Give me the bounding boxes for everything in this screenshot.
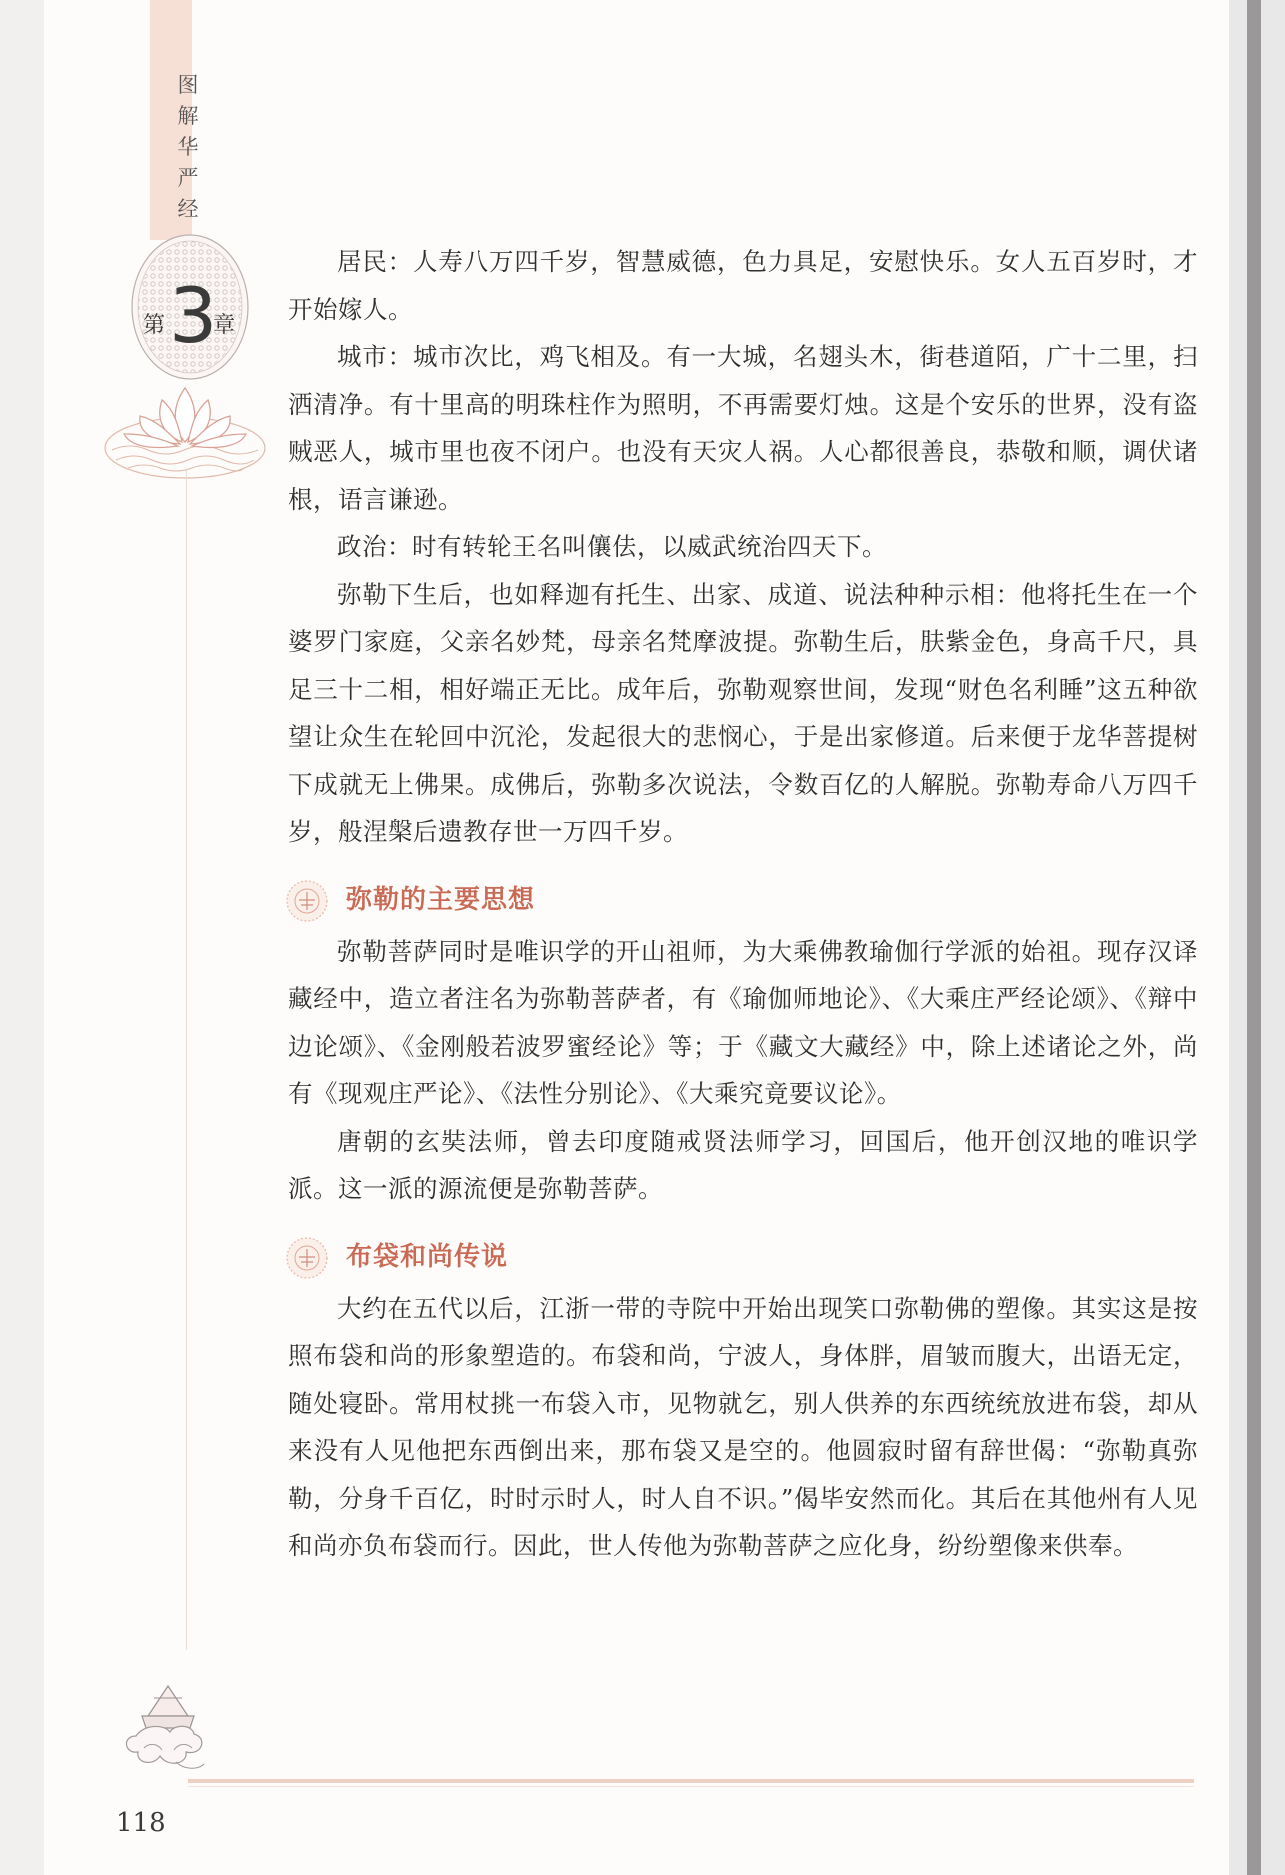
margin-rule (186, 470, 187, 1650)
section-heading (288, 876, 1198, 926)
book-title-char: 图 (177, 73, 199, 97)
paragraph: 居民：人寿八万四千岁，智慧威德，色力具足，安慰快乐。女人五百岁时，才开始嫁人。 (288, 247, 1198, 324)
book-title-char: 华 (177, 135, 199, 159)
footer-rule-thin (188, 1786, 1194, 1787)
chapter-number: 3 (169, 271, 218, 360)
paragraph: 弥勒菩萨同时是唯识学的开山祖师，为大乘佛教瑜伽行学派的始祖。现存汉译藏经中，造立者注名为弥勒菩萨者，有《瑜伽师地论》、《大乘庄严经论颂》、《辩中边论颂》、《金刚般若波罗蜜经论》等；于《藏文大藏经》中，除上述诸论之外，尚有《现观庄严论》、《法性分别论》、《大乘究竟要议论》。 (288, 936, 1198, 1108)
scan-margin-right (1229, 0, 1285, 1875)
main-text (288, 238, 1198, 1570)
book-title-char: 解 (177, 104, 199, 128)
section-title-budai-legend: 布袋和尚传说 (346, 1241, 509, 1272)
book-title-vertical (172, 70, 204, 225)
chapter-prefix: 第 (143, 313, 166, 338)
chapter-badge-icon (125, 232, 255, 382)
book-title-char: 严 (177, 166, 199, 190)
page-number: 118 (116, 1808, 166, 1838)
section-title-maitreya-thought: 弥勒的主要思想 (346, 884, 536, 915)
cloud-stupa-ornament-icon (118, 1658, 218, 1778)
book-title-char: 经 (177, 197, 199, 221)
paragraph: 政治：时有转轮王名叫儴佉，以威武统治四天下。 (337, 532, 887, 561)
paragraph: 弥勒下生后，也如释迦有托生、出家、成道、说法种种示相：他将托生在一个婆罗门家庭，父亲名妙梵，母亲名梵摩波提。弥勒生后，肤紫金色，身高千尺，具足三十二相，相好端正无比。成年后，弥勒观察世间，发现“财色名利睡”这五种欲望让众生在轮回中沉沦，发起很大的悲悯心，于是出家修道。后来便于龙华菩提树下成就无上佛果。成佛后，弥勒多次说法，令数百亿的人解脱。弥勒寿命八万四千岁，般涅槃后遗教存世一万四千岁。 (288, 579, 1198, 846)
chapter-suffix: 章 (213, 313, 236, 338)
lotus-seal-icon (282, 1235, 332, 1281)
paragraph: 大约在五代以后，江浙一带的寺院中开始出现笑口弥勒佛的塑像。其实这是按照布袋和尚的形象塑造的。布袋和尚，宁波人，身体胖，眉皱而腹大，出语无定，随处寝卧。常用杖挑一布袋入市，见物就乞，别人供养的东西统统放进布袋，却从来没有人见他把东西倒出来，那布袋又是空的。他圆寂时留有辞世偈：“弥勒真弥勒，分身千百亿，时时示时人，时人自不识。”偈毕安然而化。其后在其他州有人见和尚亦负布袋而行。因此，世人传他为弥勒菩萨之应化身，纷纷塑像来供奉。 (288, 1293, 1198, 1560)
lotus-flower-icon (100, 376, 270, 486)
paragraph: 唐朝的玄奘法师，曾去印度随戒贤法师学习，回国后，他开创汉地的唯识学派。这一派的源流便是弥勒菩萨。 (288, 1126, 1198, 1203)
lotus-seal-icon (282, 878, 332, 924)
footer-rule (188, 1779, 1194, 1783)
section-heading (288, 1233, 1198, 1283)
paragraph: 城市：城市次比，鸡飞相及。有一大城，名翅头木，街巷道陌，广十二里，扫洒清净。有十里高的明珠柱作为照明，不再需要灯烛。这是个安乐的世界，没有盗贼恶人，城市里也夜不闭户。也没有天灾人祸。人心都很善良，恭敬和顺，调伏诸根，语言谦逊。 (288, 342, 1198, 514)
scan-margin-left (0, 0, 44, 1875)
